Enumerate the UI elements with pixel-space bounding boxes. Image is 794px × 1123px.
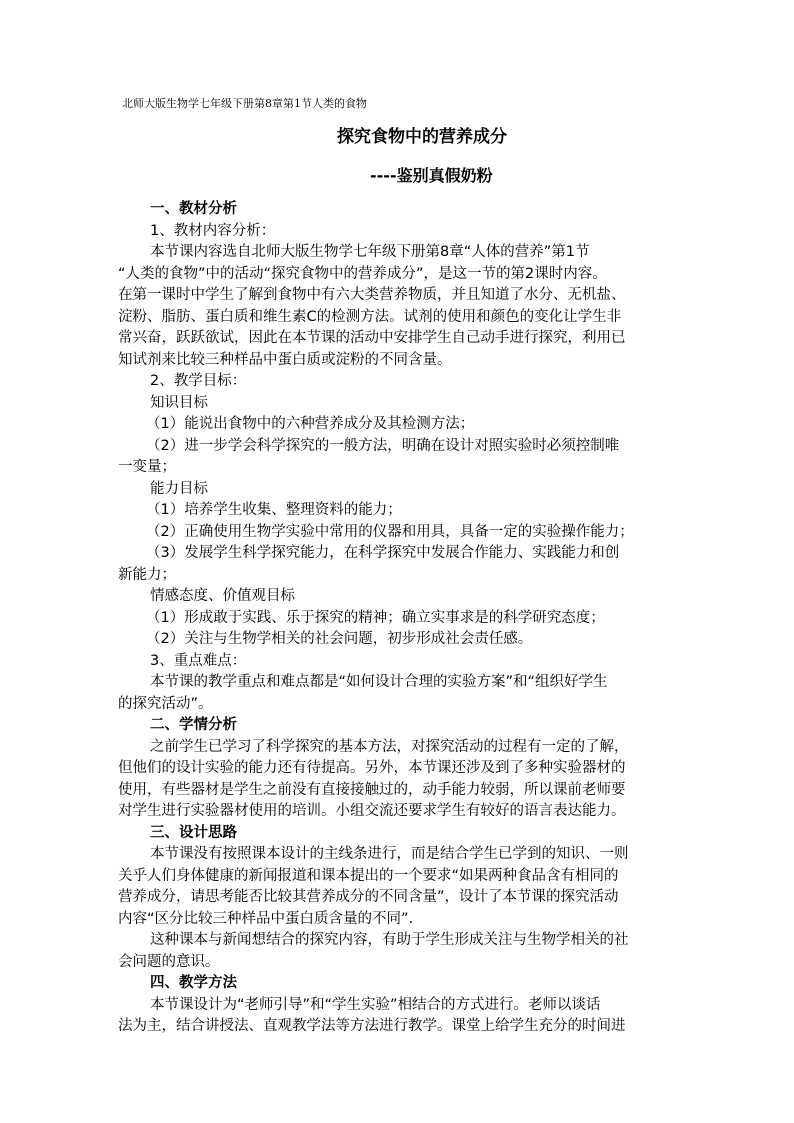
ability-goals-label: 能力目标 [150,480,208,497]
goal-item: （2）正确使用生物学实验中常用的仪器和用具，具备一定的实验操作能力； [146,523,634,540]
goal-item: （1）形成敢于实践、乐于探究的精神；确立实事求是的科学研究态度； [146,609,605,626]
paragraph-line: 营养成分，请思考能否比较其营养成分的不同含量”，设计了本节课的探究活动 [118,889,619,905]
subheading-teaching-goals: 2、教学目标： [150,373,247,389]
paragraph-line: 淀粉、脂肪、蛋白质和维生素C的检测方法。试剂的使用和颜色的变化让学生非 [118,308,622,325]
paragraph-line: 本节课内容选自北师大版生物学七年级下册第8章“人体的营养”第1节 [150,244,590,260]
goal-item: （2）关注与生物学相关的社会问题，初步形成社会责任感。 [146,631,533,647]
knowledge-goals-label: 知识目标 [150,394,208,411]
paragraph-line: 会问题的意识。 [118,953,220,970]
goal-item: （1）培养学生收集、整理资料的能力； [146,502,402,518]
paragraph-line: 法为主，结合讲授法、直观教学法等方法进行教学。课堂上给学生充分的时间进 [118,1018,626,1034]
paragraph-line: 使用，有些器材是学生之前没有直接接触过的，动手能力较弱，所以课前老师要 [118,781,626,798]
paragraph-line: 知试剂来比较三种样品中蛋白质或淀粉的不同含量。 [118,351,452,368]
paragraph-line: 这种课本与新闻想结合的探究内容，有助于学生形成关注与生物学相关的社 [150,932,629,948]
paragraph-line: 之前学生已学习了科学探究的基本方法，对探究活动的过程有一定的了解， [150,738,629,755]
goal-item: （1）能说出食物中的六种营养成分及其检测方法； [146,416,475,432]
paragraph-line: “人类的食物”中的活动“探究食物中的营养成分”，是这一节的第2课时内容。 [118,265,607,282]
paragraph-line: 本节课的教学重点和难点都是“如何设计合理的实验方案”和“组织好学生 [150,674,608,690]
goal-item-continuation: 一变量； [118,459,176,475]
paragraph-line: 本节课设计为“老师引导”和“学生实验”相结合的方式进行。老师以谈话 [150,996,601,1013]
section-3-heading: 三、设计思路 [150,824,237,841]
goal-item-continuation: 新能力； [118,566,176,583]
paragraph-line: 常兴奋，跃跃欲试，因此在本节课的活动中安排学生自己动手进行探究，利用已 [118,330,626,346]
section-1-heading: 一、教材分析 [150,201,237,217]
section-2-heading: 二、学情分析 [150,717,237,733]
emotion-goals-label: 情感态度、价值观目标 [150,588,295,604]
page-title: 探究食物中的营养成分 [337,127,507,147]
goal-item: （2）进一步学会科学探究的一般方法，明确在设计对照实验时必须控制唯 [146,437,620,454]
paragraph-line: 但他们的设计实验的能力还有待提高。另外，本节课还涉及到了多种实验器材的 [118,760,626,776]
paragraph-line: 本节课没有按照课本设计的主线条进行，而是结合学生已学到的知识、一则 [150,846,629,862]
paragraph-line: 的探究活动”。 [118,695,213,712]
subheading-key-points: 3、重点难点： [150,652,247,669]
paragraph-line: 对学生进行实验器材使用的培训。小组交流还要求学生有较好的语言表达能力。 [118,803,626,819]
goal-item: （3）发展学生科学探究能力，在科学探究中发展合作能力、实践能力和创 [146,545,620,561]
paragraph-line: 在第一课时中学生了解到食物中有六大类营养物质，并且知道了水分、无机盐、 [118,287,626,303]
paragraph-line: 内容“区分比较三种样品中蛋白质含量的不同”. [118,910,414,927]
header-note: 北师大版生物学七年级下册第8章第1节人类的食物 [122,97,367,110]
paragraph-line: 关乎人们身体健康的新闻报道和课本提出的一个要求“如果两种食品含有相同的 [118,867,619,884]
page-subtitle: ----鉴别真假奶粉 [370,166,493,185]
document-page [118,95,686,1038]
subheading-content-analysis: 1、教材内容分析： [150,222,276,239]
section-4-heading: 四、教学方法 [150,975,237,991]
